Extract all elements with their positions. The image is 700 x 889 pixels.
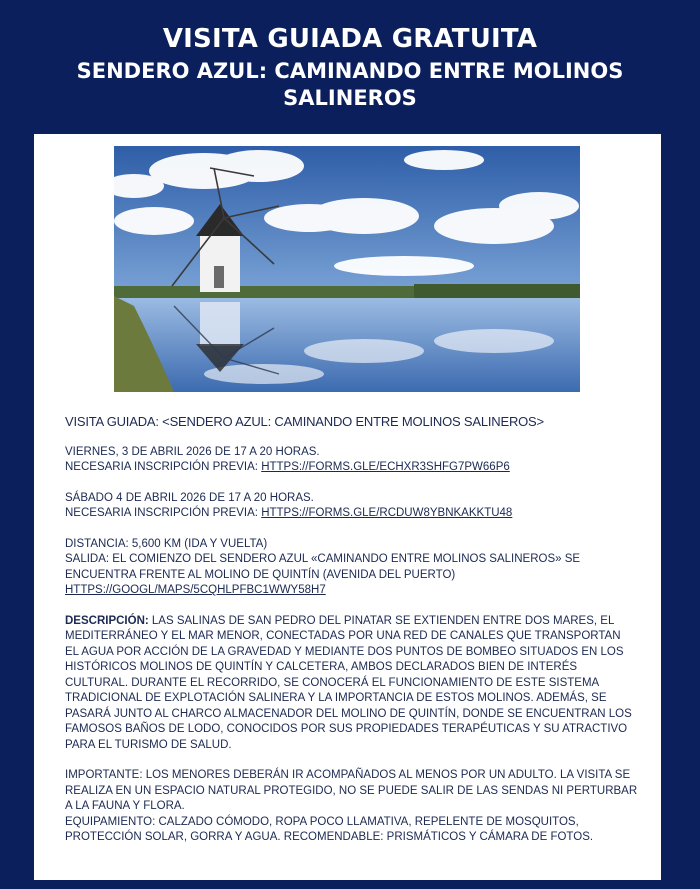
content-card (34, 134, 661, 880)
session-date: VIERNES, 3 DE ABRIL 2026 DE 17 A 20 HORAS. (65, 445, 320, 458)
windmill-reflection-photo (114, 146, 580, 392)
registration-link[interactable]: HTTPS://FORMS.GLE/ECHXR3SHFG7PW66P6 (261, 461, 510, 473)
header (0, 0, 700, 112)
session-date: SÁBADO 4 DE ABRIL 2026 DE 17 A 20 HORAS. (65, 491, 314, 504)
page-title: VISITA GUIADA GRATUITA (162, 24, 538, 54)
registration-label: NECESARIA INSCRIPCIÓN PREVIA: (65, 507, 262, 519)
registration-link[interactable]: HTTPS://FORMS.GLE/RCDUW8YBNKAKKTU48 (261, 507, 513, 519)
registration-label: NECESARIA INSCRIPCIÓN PREVIA: (65, 461, 262, 473)
registration-line (65, 460, 661, 476)
description-label: DESCRIPCIÓN: (65, 614, 149, 627)
session-saturday (65, 491, 661, 522)
important-text: IMPORTANTE: LOS MENORES DEBERÁN IR ACOMPAÑADOS AL MENOS POR UN ADULTO. LA VISITA SE REALIZA EN UN ESPACIO NATURAL PROTEGIDO, NO SE PUEDE SALIR DE LAS SENDAS NI PERTURBAR A LA FAUNA Y FLORA. (65, 769, 638, 812)
description-text: LAS SALINAS DE SAN PEDRO DEL PINATAR SE EXTIENDEN ENTRE DOS MARES, EL MEDITERRÁNEO Y EL MAR MENOR, CONECTADAS POR UNA RED DE CANALES QUE TRANSPORTAN EL AGUA POR ACCIÓN DE LA GRAVEDAD Y MEDIANTE DOS PUNTOS DE BOMBEO SITUADOS EN LOS HISTÓRICOS MOLINOS DE QUINTÍN Y CALCETERA, AMBOS DECLARADOS BIEN DE INTERÉS CULTURAL. DURANTE EL RECORRIDO, SE CONOCERÁ EL FUNCIONAMIENTO DE ESTE SISTEMA TRADICIONAL DE EXPLOTACIÓN SALINERA Y LA IMPORTANCIA DE ESTOS MOLINOS. ADEMÁS, SE PASARÁ JUNTO AL CHARCO ALMACENADOR DEL MOLINO DE QUINTÍN, DONDE SE ENCUENTRAN LOS FAMOSOS BAÑOS DE LODO, CONOCIDOS POR SUS PROPIEDADES TERAPÉUTICAS Y SU ATRACTIVO PARA EL TURISMO DE SALUD. (65, 614, 632, 751)
notes-block (65, 768, 640, 846)
description-block (65, 614, 635, 754)
session-friday (65, 445, 661, 476)
departure-text: SALIDA: EL COMIENZO DEL SENDERO AZUL «CAMINANDO ENTRE MOLINOS SALINEROS» SE ENCUENTRA FRENTE AL MOLINO DE QUINTÍN (AVENIDA DEL PUERTO) (65, 553, 581, 581)
page-subtitle: SENDERO AZUL: CAMINANDO ENTRE MOLINOS SALINEROS (76, 59, 624, 110)
visit-heading: VISITA GUIADA: <SENDERO AZUL: CAMINANDO ENTRE MOLINOS SALINEROS> (65, 414, 544, 429)
equipment-text: EQUIPAMIENTO: CALZADO CÓMODO, ROPA POCO LLAMATIVA, REPELENTE DE MOSQUITOS, PROTECCIÓN SOLAR, GORRA Y AGUA. RECOMENDABLE: PRISMÁTICOS Y CÁMARA DE FOTOS. (65, 815, 594, 843)
registration-line (65, 506, 661, 522)
distance-text: DISTANCIA: 5,600 KM (IDA Y VUELTA) (65, 537, 268, 550)
route-info (65, 537, 661, 599)
map-link[interactable]: HTTPS://GOOGL/MAPS/5CQHLPFBC1WWY58H7 (65, 584, 326, 596)
